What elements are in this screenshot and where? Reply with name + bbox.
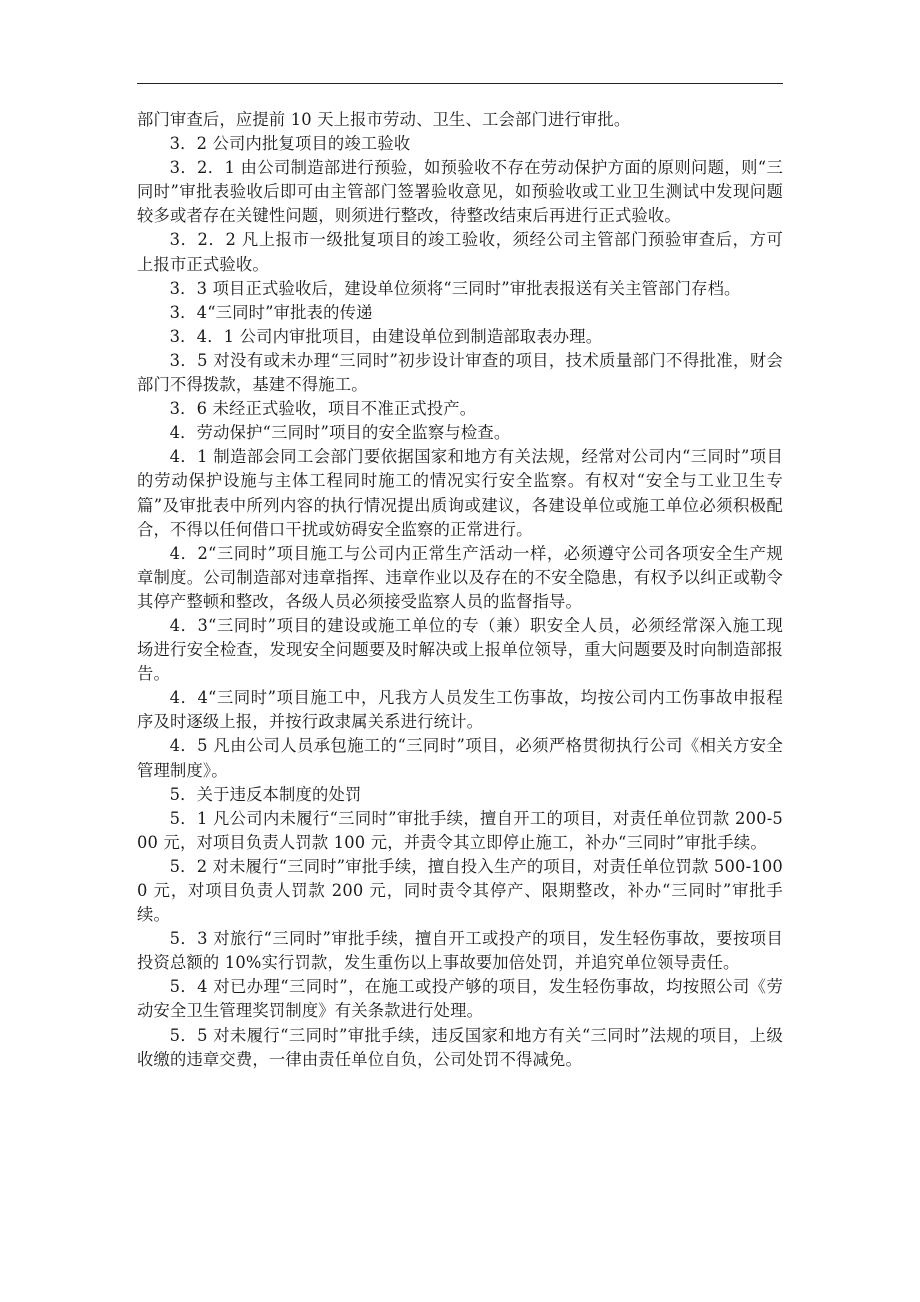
- paragraph: 5．1 凡公司内未履行“三同时”审批手续，擅自开工的项目，对责任单位罚款 200-500 元，对项目负责人罚款 100 元，并责令其立即停止施工，补办“三同时”审批手续。: [137, 808, 783, 852]
- section-heading: 4．劳动保护“三同时”项目的安全监察与检查。: [169, 423, 511, 443]
- section-heading: 3．2 公司内批复项目的竣工验收: [169, 134, 411, 154]
- paragraph: 4．3“三同时”项目的建设或施工单位的专（兼）职安全人员，必须经常深入施工现场进行安全检查，发现安全问题要及时解决或上报单位领导，重大问题要及时向制造部报告。: [137, 615, 783, 684]
- header-rule: [137, 83, 783, 84]
- paragraph: 4．4“三同时”项目施工中，凡我方人员发生工伤事故，均按公司内工伤事故申报程序及时逐级上报，并按行政隶属关系进行统计。: [137, 688, 783, 732]
- paragraph: 5．3 对旅行“三同时”审批手续，擅自开工或投产的项目，发生轻伤事故，要按项目投资总额的 10%实行罚款，发生重伤以上事故要加倍处罚，并追究单位领导责任。: [137, 929, 783, 973]
- paragraph: 3．3 项目正式验收后，建设单位须将“三同时”审批表报送有关主管部门存档。: [169, 278, 741, 298]
- section-heading: 3．4“三同时”审批表的传递: [169, 302, 373, 322]
- paragraph: 5．2 对未履行“三同时”审批手续，擅自投入生产的项目，对责任单位罚款 500-1000 元，对项目负责人罚款 200 元，同时责令其停产、限期整改，补办“三同时”审批手续。: [137, 856, 783, 925]
- document-body: [137, 108, 783, 1072]
- paragraph: 3．2．2 凡上报市一级批复项目的竣工验收，须经公司主管部门预验审查后，方可上报市正式验收。: [137, 230, 783, 274]
- paragraph: 5．4 对已办理“三同时”，在施工或投产够的项目，发生轻伤事故，均按照公司《劳动安全卫生管理奖罚制度》有关条款进行处理。: [137, 977, 783, 1021]
- paragraph: 3．5 对没有或未办理“三同时”初步设计审查的项目，技术质量部门不得批准，财会部门不得拨款，基建不得施工。: [137, 350, 783, 395]
- paragraph: 4．2“三同时”项目施工与公司内正常生产活动一样，必须遵守公司各项安全生产规章制度。公司制造部对违章指挥、违章作业以及存在的不安全隐患，有权予以纠正或勒令其停产整顿和整改，各级人员必须接受监察人员的监督指导。: [137, 543, 783, 611]
- paragraph: 5．5 对未履行“三同时”审批手续，违反国家和地方有关“三同时”法规的项目，上级收缴的违章交费，一律由责任单位自负，公司处罚不得减免。: [137, 1025, 783, 1069]
- section-heading: 5．关于违反本制度的处罚: [169, 784, 362, 804]
- paragraph: 4．5 凡由公司人员承包施工的“三同时”项目，必须严格贯彻执行公司《相关方安全管理制度》。: [137, 736, 783, 780]
- paragraph: 3．6 未经正式验收，项目不准正式投产。: [169, 399, 477, 419]
- paragraph: 部门审查后，应提前 10 天上报市劳动、卫生、工会部门进行审批。: [137, 110, 631, 129]
- paragraph: 3．4．1 公司内审批项目，由建设单位到制造部取表办理。: [169, 326, 603, 346]
- paragraph: 4．1 制造部会同工会部门要依据国家和地方有关法规，经常对公司内“三同时”项目的劳动保护设施与主体工程同时施工的情况实行安全监察。有权对“安全与工业卫生专篇”及审批表中所列内容的执行情况提出质询或建议，各建设单位或施工单位必须积极配合，不得以任何借口干扰或妨碍安全监察的正常进行。: [137, 447, 783, 539]
- paragraph: 3．2．1 由公司制造部进行预验，如预验收不存在劳动保护方面的原则问题，则“三同时”审批表验收后即可由主管部门签署验收意见，如预验收或工业卫生测试中发现问题较多或者存在关键性问题，则须进行整改，待整改结束后再进行正式验收。: [137, 158, 783, 226]
